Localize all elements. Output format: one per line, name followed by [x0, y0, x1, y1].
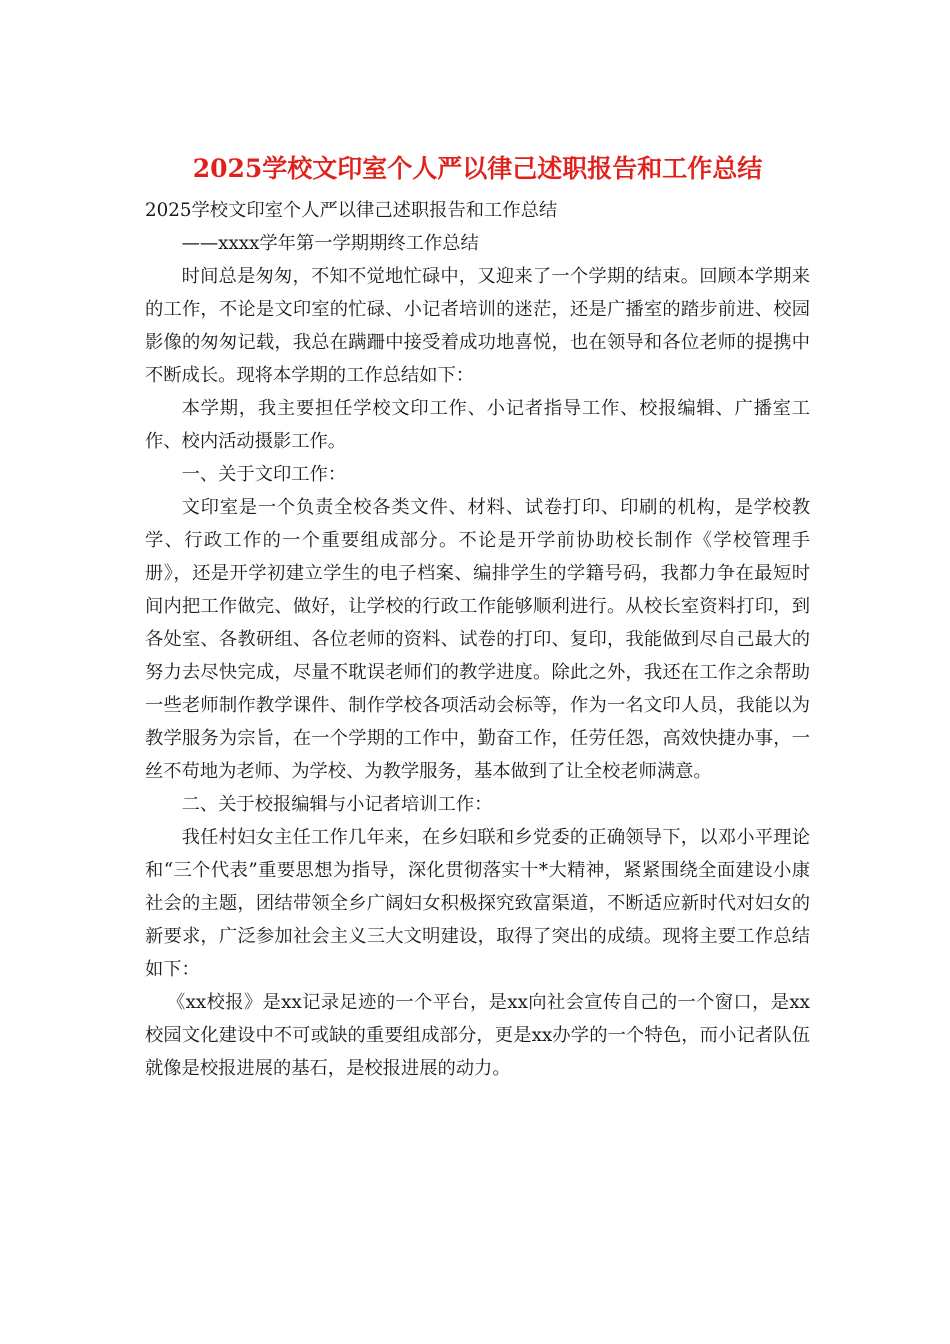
section-heading-printing: 一、关于文印工作：: [181, 464, 347, 485]
subtitle-repeat: 2025学校文印室个人严以律己述职报告和工作总结: [145, 200, 558, 221]
document-page: [145, 150, 810, 1085]
intro-paragraph: 时间总是匆匆，不知不觉地忙碌中，又迎来了一个学期的结束。回顾本学期来的工作，不论是文印室的忙碌、小记者培训的迷茫，还是广播室的踏步前进、校园影像的匆匆记载，我总在蹒跚中接受着成功地喜悦，也在领导和各位老师的提携中不断成长。现将本学期的工作总结如下：: [145, 266, 810, 386]
section-heading-newspaper: 二、关于校报编辑与小记者培训工作：: [181, 794, 493, 815]
document-title: 2025学校文印室个人严以律己述职报告和工作总结: [192, 154, 763, 183]
newspaper-paragraph: 《xx校报》是xx记录足迹的一个平台，是xx向社会宣传自己的一个窗口，是xx校园文化建设中不可或缺的重要组成部分，更是xx办学的一个特色，而小记者队伍就像是校报进展的基石，是校报进展的动力。: [145, 992, 810, 1079]
term-subtitle: ——xxxx学年第一学期期终工作总结: [181, 233, 479, 254]
women-work-paragraph: 我任村妇女主任工作几年来，在乡妇联和乡党委的正确领导下，以邓小平理论和“三个代表”重要思想为指导，深化贯彻落实十*大精神，紧紧围绕全面建设小康社会的主题，团结带领全乡广阔妇女积极探究致富渠道，不断适应新时代对妇女的新要求，广泛参加社会主义三大文明建设，取得了突出的成绩。现将主要工作总结如下：: [145, 827, 810, 980]
printing-paragraph: 文印室是一个负责全校各类文件、材料、试卷打印、印刷的机构，是学校教学、行政工作的一个重要组成部分。不论是开学前协助校长制作《学校管理手册》，还是开学初建立学生的电子档案、编排学生的学籍号码，我都力争在最短时间内把工作做完、做好，让学校的行政工作能够顺利进行。从校长室资料打印，到各处室、各教研组、各位老师的资料、试卷的打印、复印，我能做到尽自己最大的努力去尽快完成，尽量不耽误老师们的教学进度。除此之外，我还在工作之余帮助一些老师制作教学课件、制作学校各项活动会标等，作为一名文印人员，我能以为教学服务为宗旨，在一个学期的工作中，勤奋工作，任劳任怨，高效快捷办事，一丝不苟地为老师、为学校、为教学服务，基本做到了让全校老师满意。: [145, 497, 810, 782]
duties-paragraph: 本学期，我主要担任学校文印工作、小记者指导工作、校报编辑、广播室工作、校内活动摄影工作。: [145, 398, 810, 452]
